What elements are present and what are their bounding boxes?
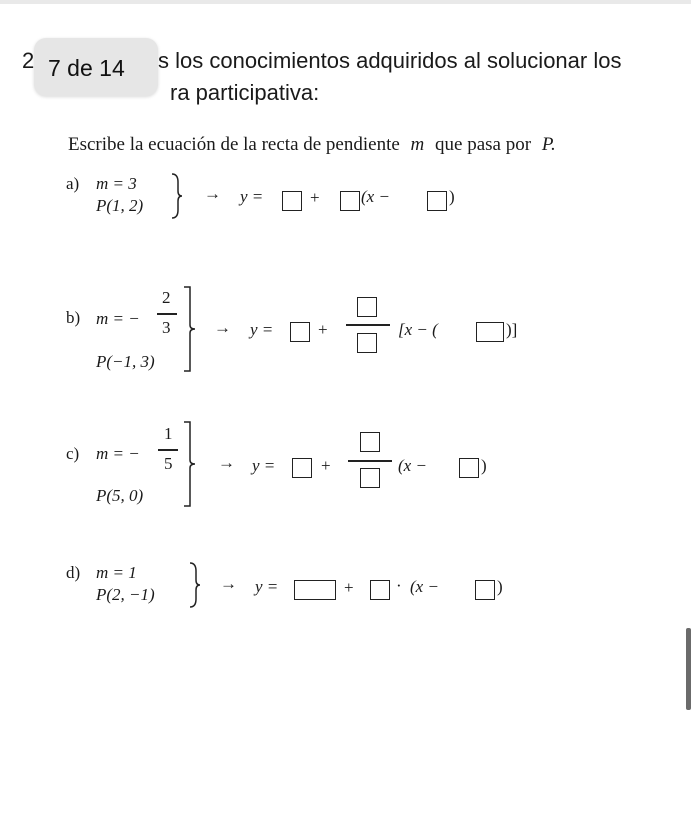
slope-fraction-bar bbox=[158, 449, 178, 451]
point: P(2, −1) bbox=[96, 585, 155, 604]
arrow-icon: → bbox=[214, 318, 231, 337]
right-brace bbox=[188, 561, 202, 609]
plus: + bbox=[310, 188, 320, 207]
right-brace bbox=[182, 420, 198, 508]
close-paren: ) bbox=[497, 577, 503, 596]
slope-fraction-bar bbox=[157, 313, 177, 315]
point: P(1, 2) bbox=[96, 196, 144, 215]
point: P(−1, 3) bbox=[96, 352, 155, 371]
multiply-dot: · bbox=[396, 576, 402, 595]
eq-start: y = bbox=[240, 187, 264, 206]
blank-box-m[interactable] bbox=[370, 580, 390, 600]
arrow-icon: → bbox=[204, 184, 221, 203]
blank-box-x1[interactable] bbox=[427, 191, 447, 211]
slope-denominator: 5 bbox=[164, 454, 173, 473]
instruction-prefix: Escribe la ecuación de la recta de pendiente bbox=[68, 134, 400, 155]
instruction-var-m: m bbox=[410, 134, 425, 155]
slope-denominator: 3 bbox=[162, 318, 171, 337]
open-paren: (x − bbox=[398, 456, 427, 475]
close-paren: ) bbox=[449, 187, 455, 206]
instruction-middle: que pasa por bbox=[435, 134, 532, 155]
right-brace bbox=[182, 285, 198, 373]
blank-box-m[interactable] bbox=[340, 191, 360, 211]
item-letter: c) bbox=[66, 444, 80, 463]
blank-box-x1[interactable] bbox=[475, 580, 495, 600]
slope-prefix: m = − bbox=[96, 444, 140, 463]
question-number: 2 bbox=[22, 48, 35, 73]
open-paren: (x − bbox=[361, 187, 390, 206]
open-bracket: [x − ( bbox=[398, 320, 438, 339]
page-indicator-text: 7 de 14 bbox=[48, 55, 125, 81]
arrow-icon: → bbox=[220, 574, 237, 593]
blank-box-m-denominator[interactable] bbox=[360, 468, 380, 488]
eq-start: y = bbox=[252, 456, 276, 475]
header-text-line-2: ra participativa: bbox=[170, 80, 320, 105]
item-letter: a) bbox=[66, 174, 80, 193]
instruction-var-p: P. bbox=[541, 134, 556, 155]
page-indicator-badge[interactable] bbox=[34, 38, 158, 96]
close-paren: ) bbox=[481, 456, 487, 475]
open-paren: (x − bbox=[410, 577, 439, 596]
blank-box-b[interactable] bbox=[290, 322, 310, 342]
blank-box-b[interactable] bbox=[292, 458, 312, 478]
slope: m = 1 bbox=[96, 563, 137, 582]
plus: + bbox=[321, 456, 331, 475]
instruction bbox=[68, 134, 556, 156]
plus: + bbox=[318, 320, 328, 339]
slope-prefix: m = − bbox=[96, 309, 140, 328]
slope-numerator: 2 bbox=[162, 288, 171, 307]
blank-box-b[interactable] bbox=[294, 580, 336, 600]
blank-box-x1[interactable] bbox=[459, 458, 479, 478]
scrollbar[interactable] bbox=[686, 628, 691, 710]
blank-box-x1[interactable] bbox=[476, 322, 504, 342]
eq-start: y = bbox=[250, 320, 274, 339]
arrow-icon: → bbox=[218, 453, 235, 472]
plus: + bbox=[344, 578, 354, 597]
item-letter: d) bbox=[66, 563, 81, 582]
item-letter: b) bbox=[66, 308, 81, 327]
fraction-bar bbox=[346, 324, 390, 326]
blank-box-m-numerator[interactable] bbox=[357, 297, 377, 317]
blank-box-b[interactable] bbox=[282, 191, 302, 211]
blank-box-m-numerator[interactable] bbox=[360, 432, 380, 452]
right-brace bbox=[170, 172, 184, 220]
fraction-bar bbox=[348, 460, 392, 462]
blank-box-m-denominator[interactable] bbox=[357, 333, 377, 353]
close-bracket: )] bbox=[506, 320, 518, 339]
eq-start: y = bbox=[255, 577, 279, 596]
slope-numerator: 1 bbox=[164, 424, 173, 443]
point: P(5, 0) bbox=[96, 486, 144, 505]
header-text-line-1: s los conocimientos adquiridos al solucionar los bbox=[158, 48, 622, 73]
slope: m = 3 bbox=[96, 174, 137, 193]
top-edge bbox=[0, 0, 691, 4]
